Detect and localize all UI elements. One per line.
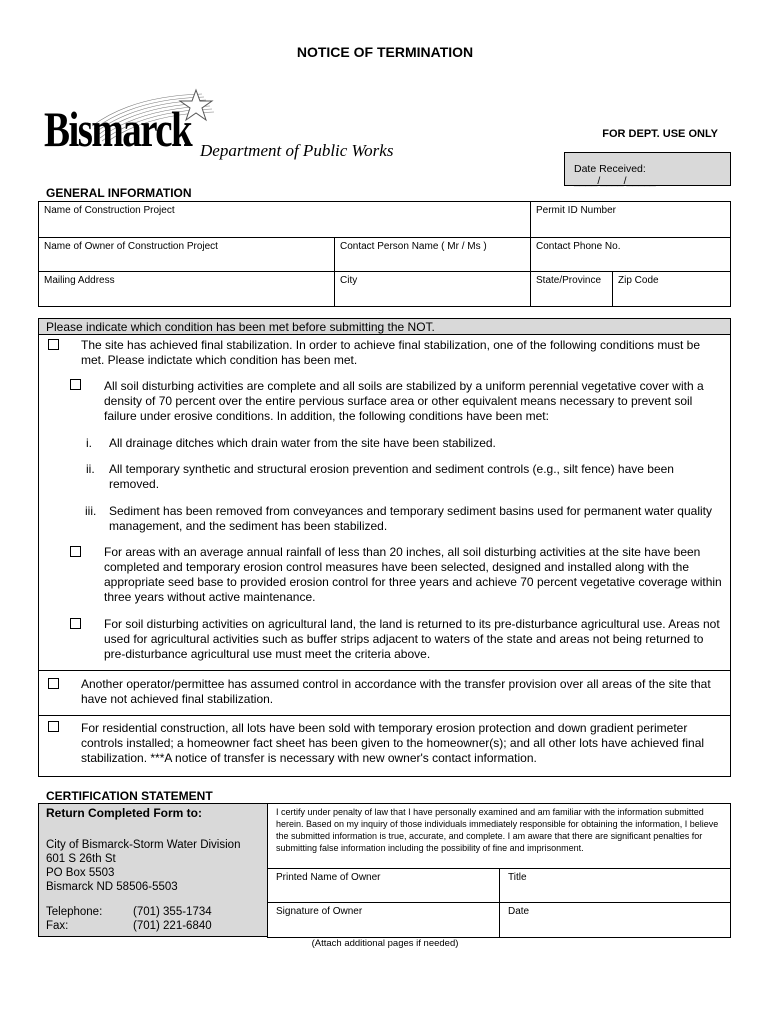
checkbox-low-rainfall[interactable] bbox=[70, 546, 81, 557]
condition-operator-transfer: Another operator/permittee has assumed control in accordance with the transfer provision over all areas of the site that have not achieved final stabilization. bbox=[81, 677, 711, 706]
contact-phone-field[interactable]: Contact Phone No. bbox=[531, 238, 731, 272]
divider bbox=[38, 715, 731, 716]
return-address bbox=[46, 838, 240, 894]
sub-item-controls-removed: All temporary synthetic and structural erosion prevention and sediment controls (e.g., silt fence) have been removed. bbox=[109, 462, 674, 491]
checkbox-residential[interactable] bbox=[48, 721, 59, 732]
mailing-address-field[interactable]: Mailing Address bbox=[39, 272, 335, 307]
sub-item-sediment: Sediment has been removed from conveyances and temporary sediment basins used for permanent water quality management, and the sediment has been stabilized. bbox=[109, 504, 712, 533]
address-line: Bismarck ND 58506-5503 bbox=[46, 881, 178, 893]
footer-note: (Attach additional pages if needed) bbox=[311, 938, 459, 949]
condition-final-stabilization: The site has achieved final stabilization. In order to achieve final stabilization, one of the following conditions must be met. Please indictate which condition has been met. bbox=[81, 338, 701, 367]
contact-person-field[interactable]: Contact Person Name ( Mr / Ms ) bbox=[335, 238, 531, 272]
dept-use-heading: FOR DEPT. USE ONLY bbox=[602, 128, 718, 140]
title-field[interactable]: Title bbox=[500, 869, 731, 903]
address-line: PO Box 5503 bbox=[46, 867, 115, 879]
certification-table bbox=[267, 803, 731, 938]
divider bbox=[38, 670, 731, 671]
certification-statement: I certify under penalty of law that I have personally examined and am familiar with the information submitted herein. Based on my inquiry of those individuals immediately responsible for obtaining the information, I believe the submitted information is true, accurate, and complete. I am aware that there are significant penalties for submitting false information including the possibility of fine and imprisonment. bbox=[268, 804, 731, 869]
zip-field[interactable]: Zip Code bbox=[613, 272, 731, 307]
sub-item-number: iii. bbox=[85, 504, 97, 518]
printed-name-field[interactable]: Printed Name of Owner bbox=[268, 869, 500, 903]
certification-heading: CERTIFICATION STATEMENT bbox=[46, 789, 213, 803]
date-field[interactable]: Date bbox=[500, 903, 731, 938]
checkbox-final-stabilization[interactable] bbox=[48, 339, 59, 350]
condition-agricultural-land: For soil disturbing activities on agricultural land, the land is returned to its pre-disturbance agricultural use. Areas not used for agricultural activities such as buffer strips adjacent to waters of the state and areas not being returned to pre-disturbance agricultural use must meet the criteria above. bbox=[104, 617, 720, 661]
address-line: 601 S 26th St bbox=[46, 853, 116, 865]
checkbox-agricultural-land[interactable] bbox=[70, 618, 81, 629]
logo-department: Department of Public Works bbox=[200, 141, 394, 160]
logo-wordmark: Bismarck bbox=[44, 101, 192, 157]
condition-vegetative-cover: All soil disturbing activities are complete and all soils are stabilized by a uniform perennial vegetative cover with a density of 70 percent over the entire pervious surface area or other equivalent means necessary to prevent soil failure under erosive conditions. In addition, the following conditions have been met: bbox=[104, 379, 704, 423]
date-received-field[interactable]: Date Received: ____/____/_____ bbox=[564, 152, 731, 186]
telephone-label: Telephone: bbox=[46, 906, 103, 918]
city-field[interactable]: City bbox=[335, 272, 531, 307]
owner-name-field[interactable]: Name of Owner of Construction Project bbox=[39, 238, 335, 272]
sub-item-number: ii. bbox=[86, 462, 95, 476]
telephone-number: (701) 355-1734 bbox=[133, 906, 212, 918]
address-line: City of Bismarck-Storm Water Division bbox=[46, 839, 241, 851]
sub-item-number: i. bbox=[86, 436, 92, 450]
project-name-field[interactable]: Name of Construction Project bbox=[39, 202, 531, 238]
fax-number: (701) 221-6840 bbox=[133, 920, 212, 932]
general-info-heading: GENERAL INFORMATION bbox=[46, 186, 192, 200]
return-heading: Return Completed Form to: bbox=[46, 806, 202, 820]
page-title: NOTICE OF TERMINATION bbox=[296, 44, 474, 60]
general-info-table bbox=[38, 201, 731, 307]
fax-label: Fax: bbox=[46, 920, 69, 932]
checkbox-operator-transfer[interactable] bbox=[48, 678, 59, 689]
signature-field[interactable]: Signature of Owner bbox=[268, 903, 500, 938]
checkbox-vegetative-cover[interactable] bbox=[70, 379, 81, 390]
condition-low-rainfall: For areas with an average annual rainfall of less than 20 inches, all soil disturbing activities at the site have been completed and temporary erosion control measures have been selected, designed and installed along with the appropriate seed base to provided erosion control for three years and achieve 70 percent vegetative coverage within three years without active maintenance. bbox=[104, 545, 722, 604]
sub-item-ditches: All drainage ditches which drain water from the site have been stabilized. bbox=[109, 436, 496, 450]
condition-residential: For residential construction, all lots have been sold with temporary erosion protection and down gradient perimeter controls installed; a homeowner fact sheet has been given to the homeowner(s); and all other lots have achieved final stabilization. ***A notice of transfer is necessary with new owner's contact information. bbox=[81, 721, 705, 765]
permit-id-field[interactable]: Permit ID Number bbox=[531, 202, 731, 238]
state-field[interactable]: State/Province bbox=[531, 272, 613, 307]
conditions-heading: Please indicate which condition has been met before submitting the NOT. bbox=[39, 319, 730, 335]
